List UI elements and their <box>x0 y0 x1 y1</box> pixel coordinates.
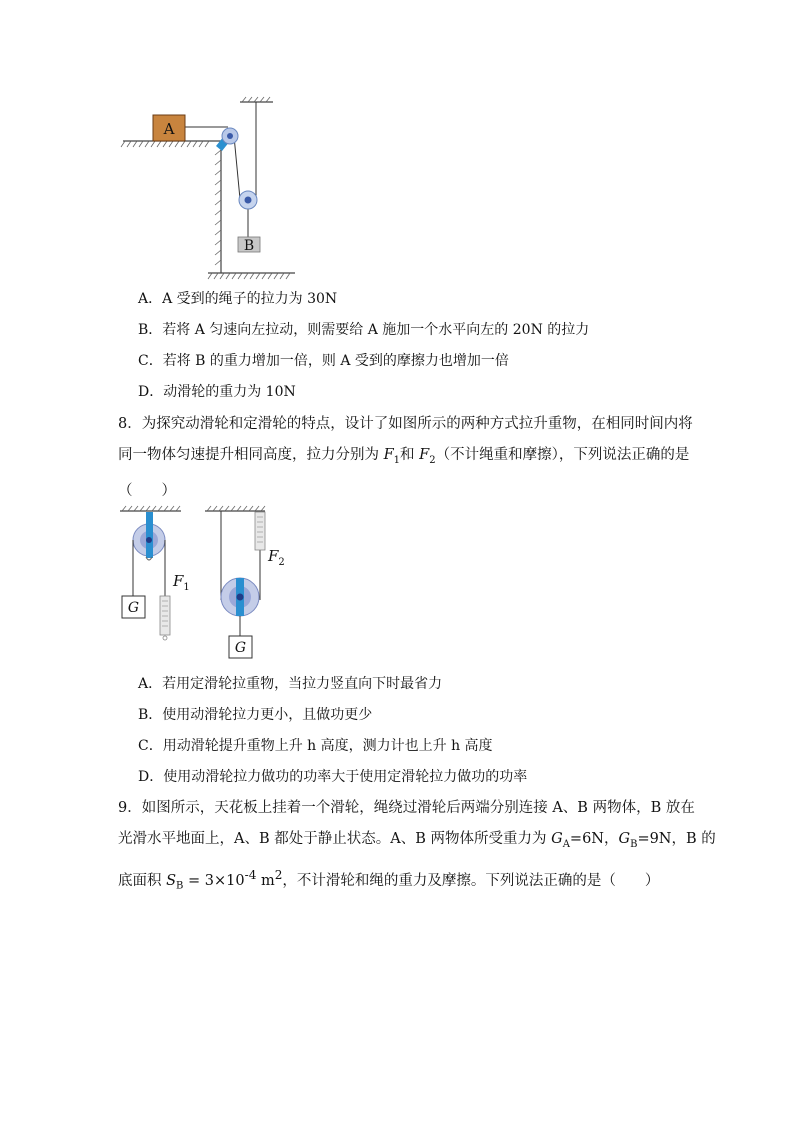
q8-option-d: D．使用动滑轮拉力做功的功率大于使用定滑轮拉力做功的功率 <box>138 769 528 785</box>
q9-line-3: 底面积 $S_B = 3\times 10^{-4}$ $m^2$，不计滑轮和绳的重力及摩擦。下列说法正确的是（ ） <box>118 867 660 892</box>
q9-line-1: 9．如图所示，天花板上挂着一个滑轮，绳绕过滑轮后两端分别连接 A、B 两物体，B 放在 <box>118 800 695 816</box>
figure-q7 <box>115 95 315 285</box>
block-a-label: A <box>163 120 175 138</box>
q8-option-b: B．使用动滑轮拉力更小，且做功更少 <box>138 707 373 723</box>
q7-option-a: A．A 受到的绳子的拉力为 30N <box>138 291 338 307</box>
weight-left-label: G <box>127 600 140 616</box>
q8-line-2: 同一物体匀速提升相同高度，拉力分别为 $F_1$和 $F_2$（不计绳重和摩擦），下列说法正确的是 <box>118 447 690 466</box>
q7-option-b: B．若将 A 匀速向左拉动，则需要给 A 施加一个水平向左的 20N 的拉力 <box>138 322 590 338</box>
f1-label: $F_1$ <box>173 572 190 593</box>
q8-option-c: C．用动滑轮提升重物上升 h 高度，测力计也上升 h 高度 <box>138 738 493 754</box>
q8-stem <box>118 409 693 507</box>
block-b-label: B <box>243 238 255 254</box>
q7-option-d: D．动滑轮的重力为 10N <box>138 384 296 400</box>
q9-stem <box>118 793 716 902</box>
figure-q8 <box>112 500 292 665</box>
q8-option-a: A．若用定滑轮拉重物，当拉力竖直向下时最省力 <box>138 676 443 692</box>
q8-answer-blank: （ ） <box>118 482 176 499</box>
f2-label: $F_2$ <box>268 547 285 568</box>
weight-right-label: G <box>234 640 247 656</box>
q9-line-2: 光滑水平地面上，A、B 都处于静止状态。A、B 两物体所受重力为 $G_A=6N$，$G_B=9N$，B 的 <box>118 831 716 850</box>
q8-line-1: 8．为探究动滑轮和定滑轮的特点，设计了如图所示的两种方式拉升重物，在相同时间内将 <box>118 416 693 432</box>
q7-option-c: C．若将 B 的重力增加一倍，则 A 受到的摩擦力也增加一倍 <box>138 353 509 369</box>
